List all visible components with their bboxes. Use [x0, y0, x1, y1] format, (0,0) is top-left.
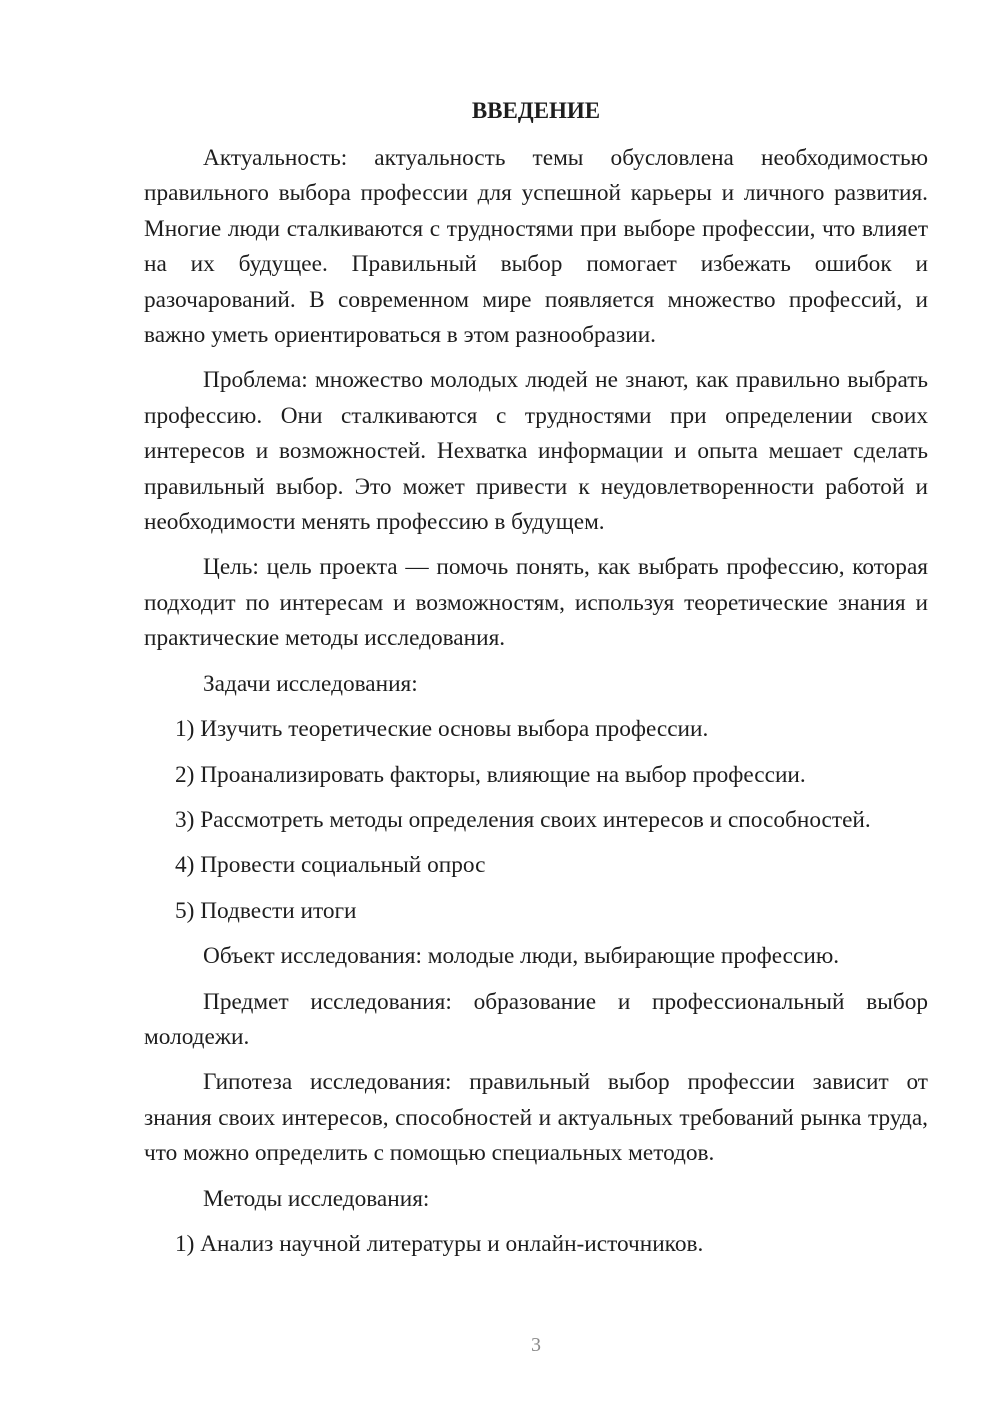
paragraph-relevance: Актуальность: актуальность темы обусловлена необходимостью правильного выбора профессии для успешной карьеры и личного развития. Многие люди сталкиваются с трудностями при выборе профессии, что влияет на их будущее. Правильный выбор помогает избежать ошибок и разочарований. В современном мире появляется множество профессий, и важно уметь ориентироваться в этом разнообразии.: [144, 145, 928, 349]
methods-heading: Методы исследования:: [203, 1185, 430, 1212]
method-item: 1) Анализ научной литературы и онлайн-источников.: [175, 1230, 704, 1257]
paragraph-problem: Проблема: множество молодых людей не знают, как правильно выбрать профессию. Они сталкиваются с трудностями при определении своих интересов и возможностей. Нехватка информации и опыта мешает сделать правильный выбор. Это может привести к неудовлетворенности работой и необходимости менять профессию в будущем.: [144, 367, 928, 536]
task-item: 2) Проанализировать факторы, влияющие на выбор профессии.: [175, 761, 806, 788]
task-item: 4) Провести социальный опрос: [175, 852, 486, 879]
paragraph-hypothesis: Гипотеза исследования: правильный выбор профессии зависит от знания своих интересов, способностей и актуальных требований рынка труда, что можно определить с помощью специальных методов.: [144, 1069, 928, 1167]
document-body: [144, 141, 928, 1272]
paragraph-goal: Цель: цель проекта — помочь понять, как выбрать профессию, которая подходит по интересам и возможностям, используя теоретические знания и практические методы исследования.: [144, 554, 928, 652]
task-item: 1) Изучить теоретические основы выбора профессии.: [175, 716, 709, 743]
page-number: 3: [531, 1334, 541, 1356]
task-item: 5) Подвести итоги: [175, 897, 357, 924]
tasks-heading: Задачи исследования:: [203, 670, 418, 697]
paragraph-object: Объект исследования: молодые люди, выбирающие профессию.: [203, 943, 840, 970]
task-item: 3) Рассмотреть методы определения своих интересов и способностей.: [175, 806, 871, 833]
section-title: ВВЕДЕНИЕ: [471, 98, 601, 123]
paragraph-subject: Предмет исследования: образование и профессиональный выбор молодежи.: [144, 988, 928, 1050]
